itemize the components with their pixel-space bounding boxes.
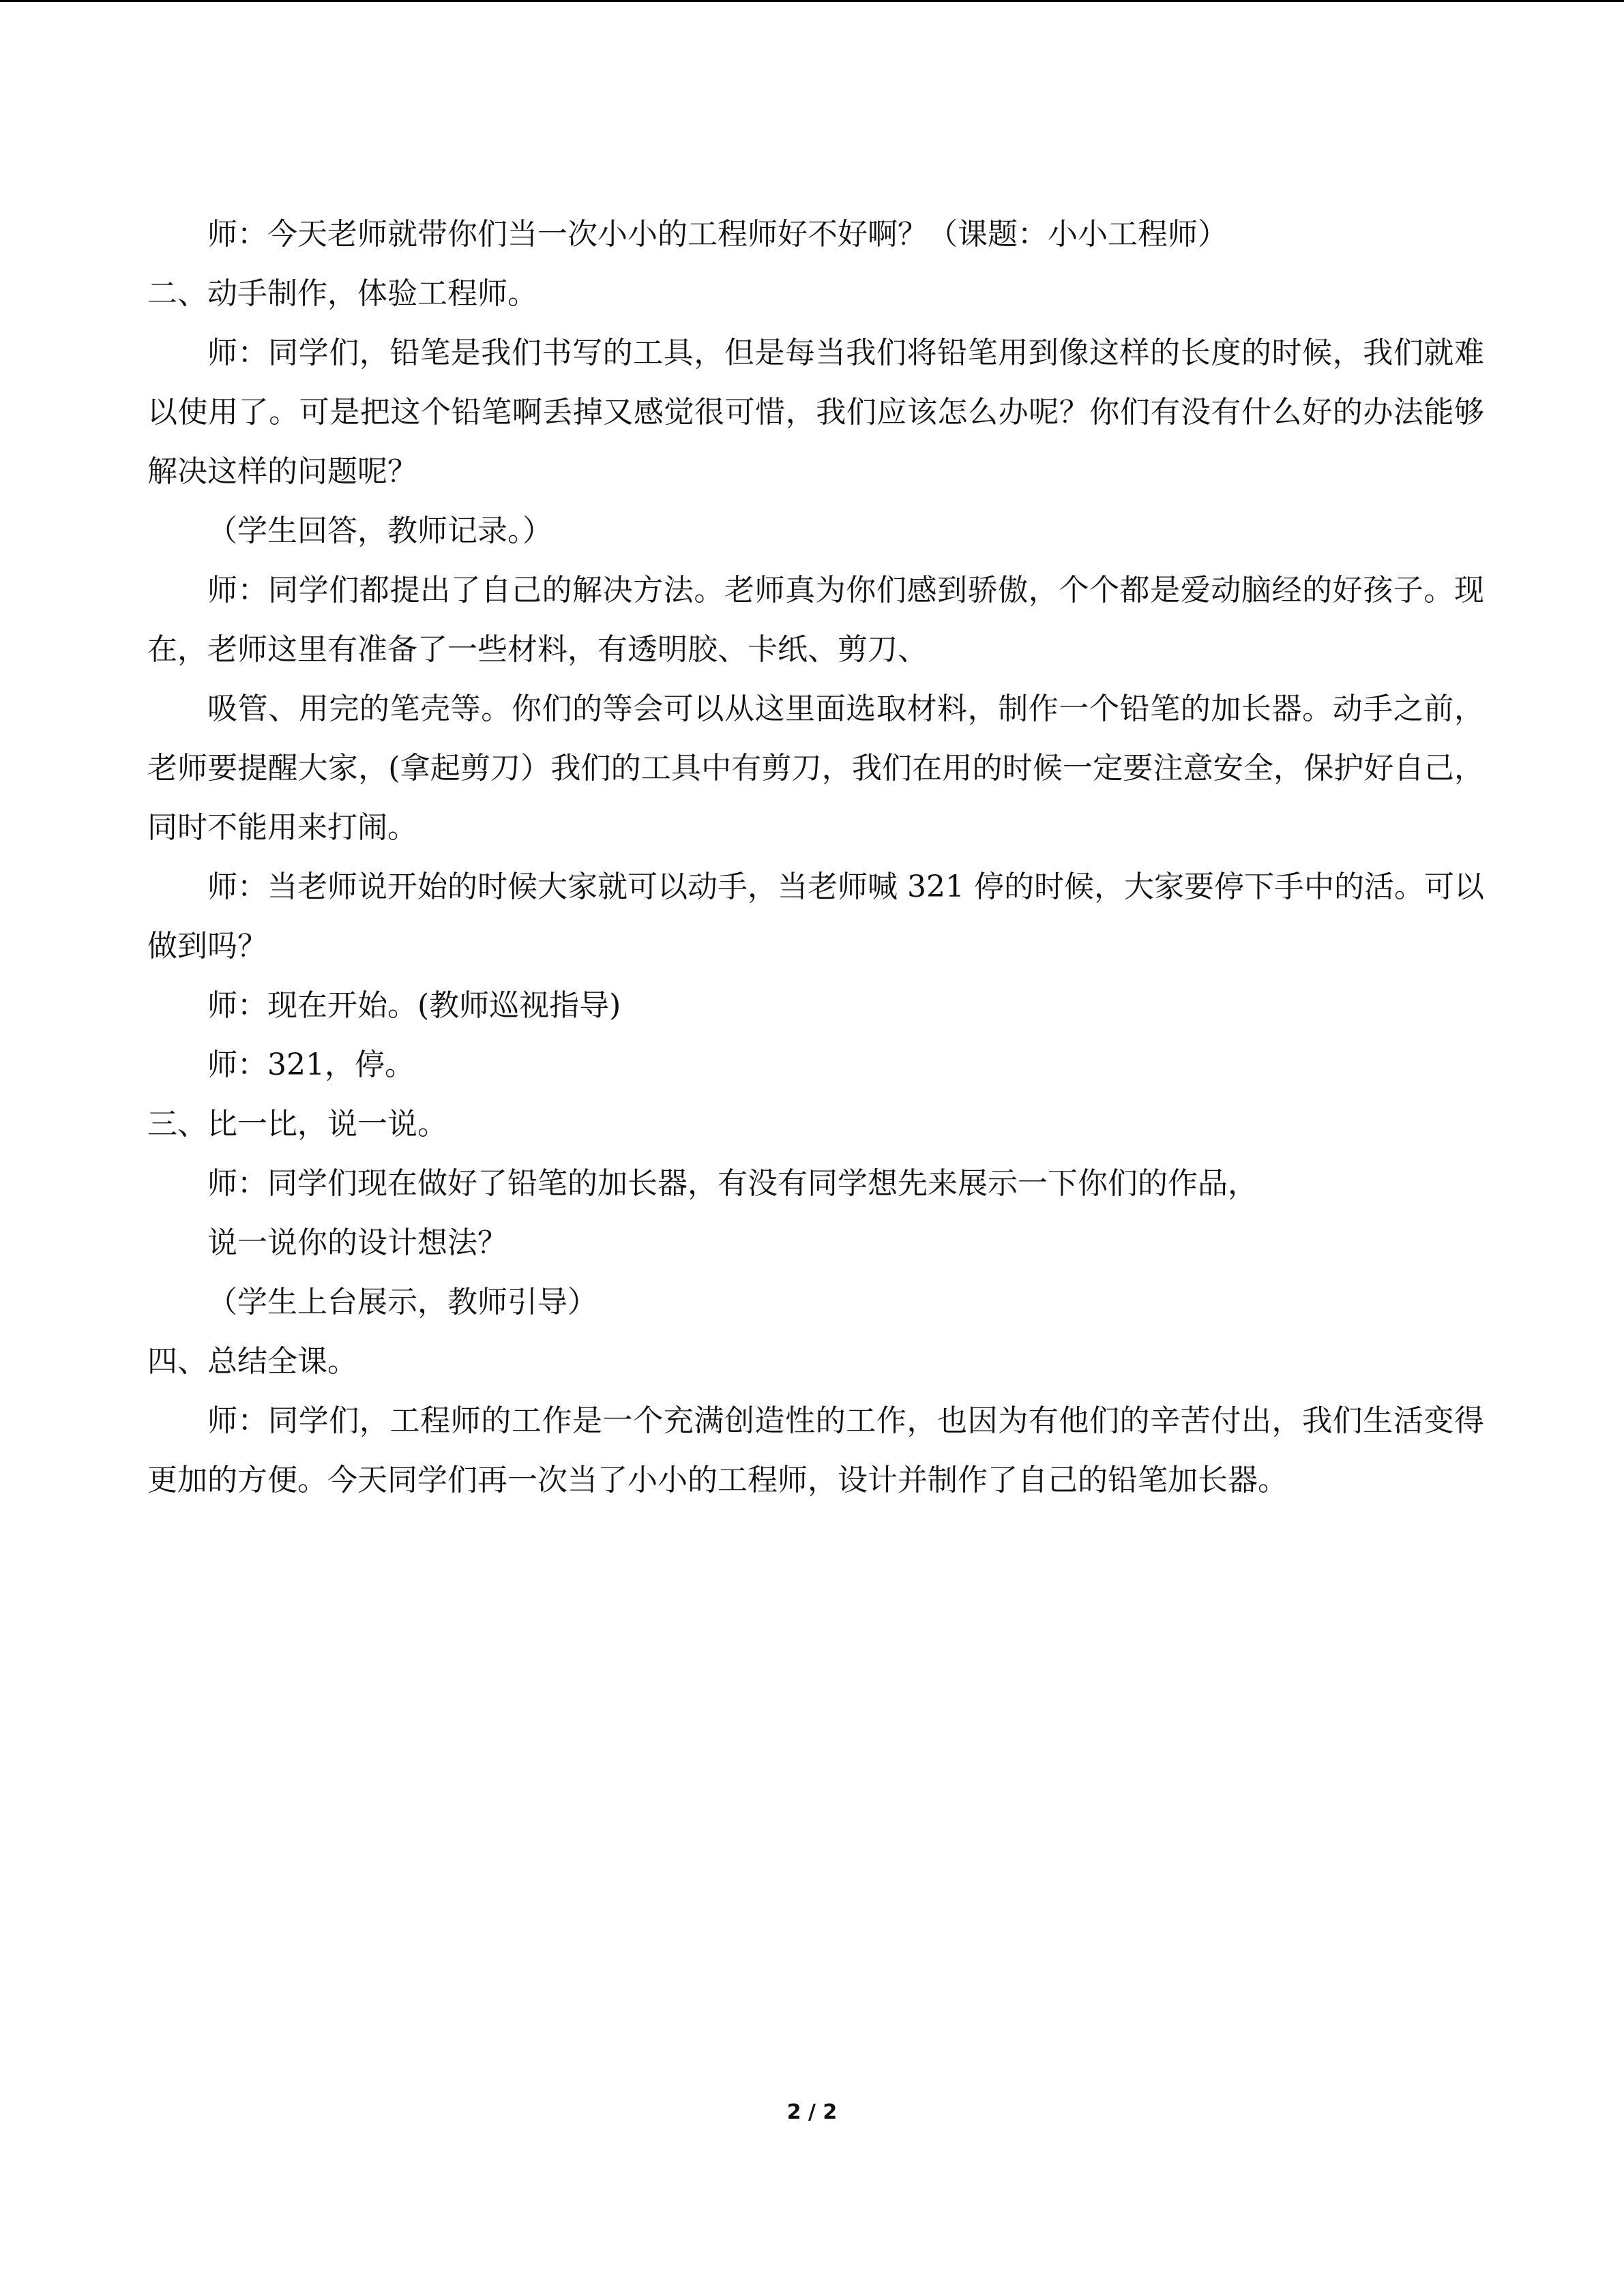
page-number: 2 / 2 — [786, 2100, 838, 2124]
paragraph: 师：现在开始。(教师巡视指导) — [207, 988, 621, 1023]
paragraph: 师：当老师说开始的时候大家就可以动手，当老师喊 321 停的时候，大家要停下手中的活。可以做到吗？ — [147, 869, 1484, 964]
top-border-line — [0, 0, 1624, 2]
paragraph: 吸管、用完的笔壳等。你们的等会可以从这里面选取材料，制作一个铅笔的加长器。动手之前，老师要提醒大家，(拿起剪刀）我们的工具中有剪刀，我们在用的时候一定要注意安全，保护好自己，同时不能用来打闹。 — [147, 691, 1484, 845]
document-body — [147, 205, 1484, 1510]
section-heading: 二、动手制作，体验工程师。 — [147, 276, 537, 311]
paragraph: 师：同学们，铅笔是我们书写的工具，但是每当我们将铅笔用到像这样的长度的时候，我们就难以使用了。可是把这个铅笔啊丢掉又感觉很可惜，我们应该怎么办呢？你们有没有什么好的办法能够解决这样的问题呢？ — [147, 336, 1484, 489]
paragraph: 说一说你的设计想法？ — [207, 1225, 507, 1260]
paragraph: 师：同学们，工程师的工作是一个充满创造性的工作，也因为有他们的辛苦付出，我们生活变得更加的方便。今天同学们再一次当了小小的工程师，设计并制作了自己的铅笔加长器。 — [147, 1403, 1484, 1497]
paragraph: 师：同学们现在做好了铅笔的加长器，有没有同学想先来展示一下你们的作品， — [207, 1166, 1258, 1201]
section-heading: 三、比一比，说一说。 — [147, 1107, 447, 1142]
paragraph: 师：同学们都提出了自己的解决方法。老师真为你们感到骄傲，个个都是爱动脑经的好孩子。现在，老师这里有准备了一些材料，有透明胶、卡纸、剪刀、 — [147, 573, 1484, 667]
section-heading: 四、总结全课。 — [147, 1344, 357, 1379]
paragraph: （学生上台展示，教师引导） — [207, 1285, 597, 1320]
paragraph: （学生回答，教师记录。） — [207, 513, 552, 548]
paragraph: 师：321，停。 — [207, 1047, 415, 1082]
paragraph: 师：今天老师就带你们当一次小小的工程师好不好啊？（课题：小小工程师） — [207, 217, 1228, 252]
